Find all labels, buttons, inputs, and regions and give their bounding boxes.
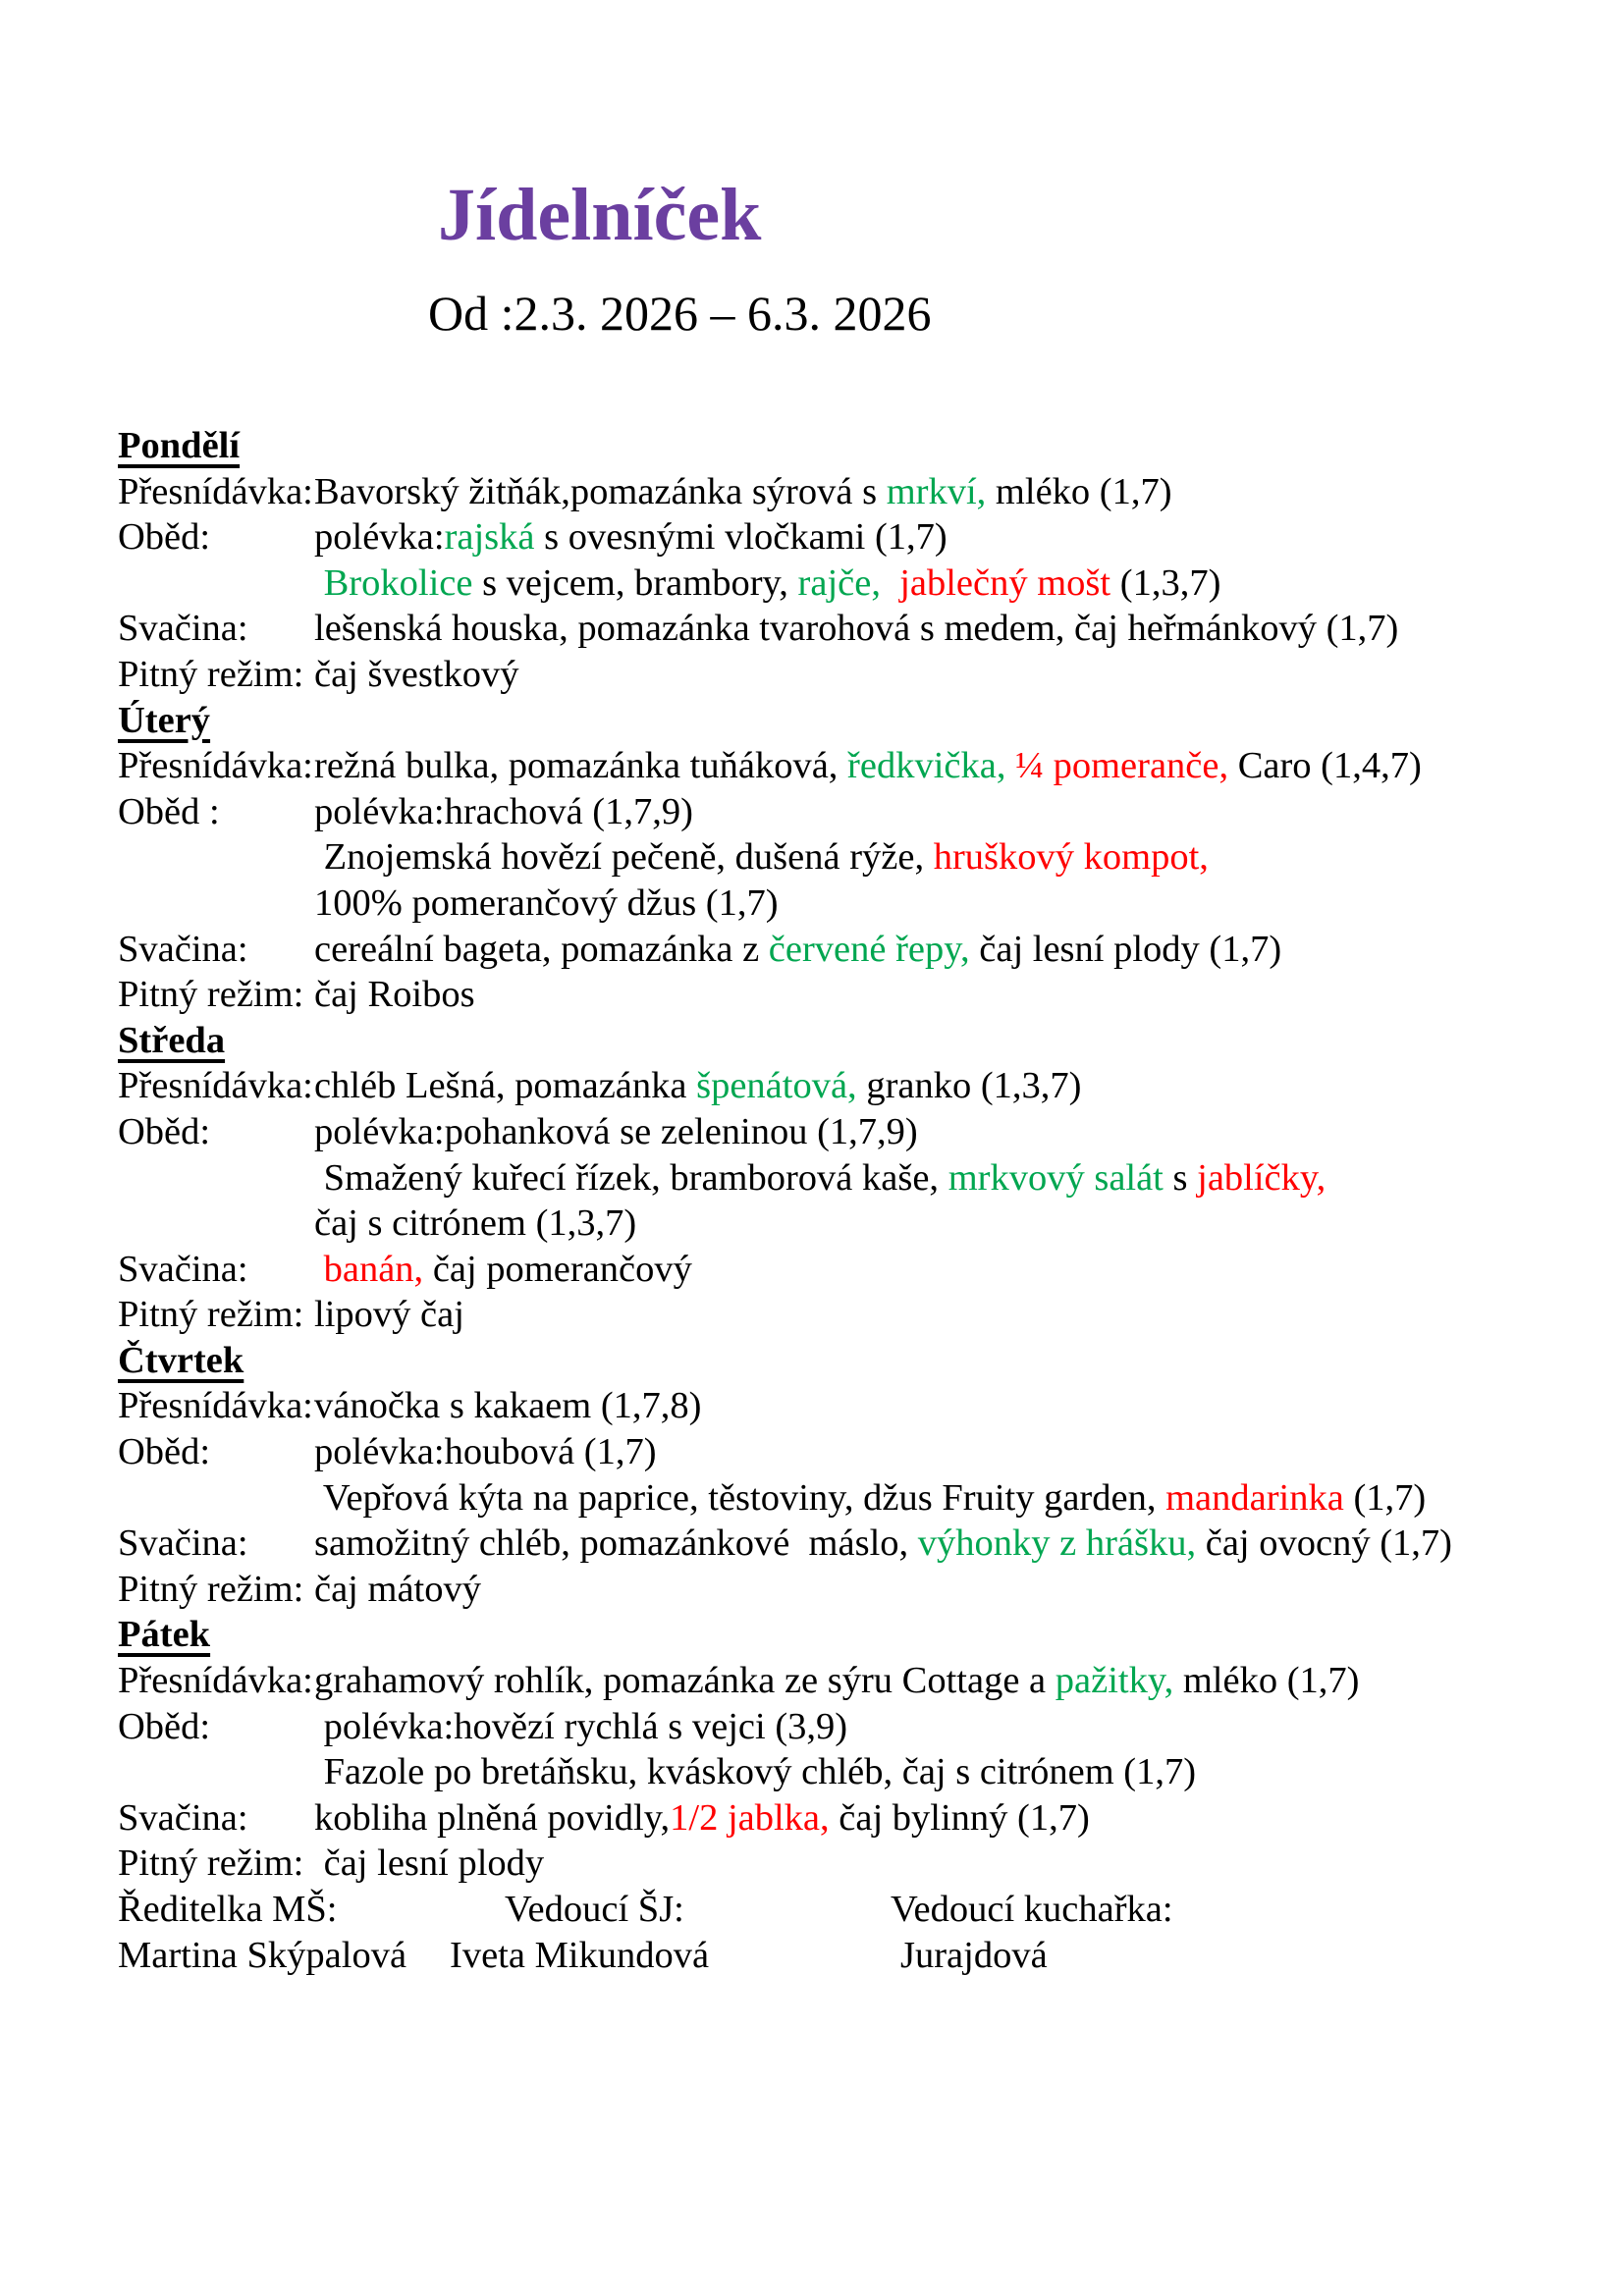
text-segment: pažitky, — [1055, 1660, 1174, 1702]
menu-line — [118, 1567, 1551, 1613]
menu-line — [118, 1521, 1551, 1567]
day-heading: Úterý — [118, 699, 211, 741]
text-segment: (1,3,7) — [1110, 561, 1221, 604]
meal-label: Pitný režim: — [118, 1842, 304, 1885]
text-segment: granko (1,3,7) — [856, 1065, 1082, 1107]
text-segment: hruškový kompot, — [933, 836, 1209, 879]
text-segment: čaj lesní plody — [314, 1842, 545, 1885]
menu-content — [118, 423, 1551, 1978]
meal-label: Oběd: — [118, 1705, 211, 1747]
text-segment: Vepřová kýta na paprice, těstoviny, džus Fruity garden, — [314, 1476, 1166, 1519]
menu-line — [118, 881, 1551, 927]
text-segment: vánočka s kakaem (1,7,8) — [314, 1385, 702, 1427]
menu-line — [118, 1201, 1551, 1247]
text-segment: rajská — [444, 516, 535, 559]
meal-label: Pitný režim: — [118, 653, 304, 695]
menu-line — [118, 834, 1551, 881]
text-segment: polévka:pohanková se zeleninou (1,7,9) — [314, 1110, 918, 1152]
meal-label: Přesnídávka: — [118, 470, 313, 512]
text-segment: rajče, — [797, 561, 881, 604]
day-heading: Pátek — [118, 1614, 211, 1656]
text-segment: chléb Lešná, pomazánka — [314, 1065, 697, 1107]
text-segment: s ovesnými vločkami (1,7) — [534, 516, 947, 559]
meal-label: Svačina: — [118, 1522, 248, 1565]
role-canteen-manager: Vedoucí ŠJ: — [505, 1889, 684, 1930]
text-segment: čaj pomerančový — [423, 1248, 692, 1290]
text-segment — [314, 1249, 324, 1290]
text-segment: mléko (1,7) — [986, 470, 1172, 512]
menu-line — [118, 1841, 1551, 1887]
text-segment: Znojemská hovězí pečeně, dušená rýže, — [314, 836, 934, 879]
page-title: Jídelníček — [438, 174, 762, 256]
meal-label: Svačina: — [118, 608, 248, 650]
text-segment: s — [1163, 1156, 1198, 1199]
menu-line — [118, 652, 1551, 698]
meal-label: Pitný režim: — [118, 1294, 304, 1336]
menu-line — [118, 1749, 1551, 1795]
text-segment: ředkvička, — [847, 745, 1006, 787]
text-segment: režná bulka, pomazánka tuňáková, — [314, 745, 848, 787]
menu-line — [118, 1155, 1551, 1201]
menu-line — [118, 606, 1551, 652]
menu-line — [118, 743, 1551, 789]
menu-line — [118, 1383, 1551, 1429]
day-heading: Pondělí — [118, 425, 241, 466]
text-segment: špenátová, — [696, 1065, 857, 1107]
menu-line — [118, 1063, 1551, 1109]
menu-line — [118, 1475, 1551, 1522]
day-heading: Čtvrtek — [118, 1339, 244, 1381]
text-segment: mandarinka — [1165, 1476, 1344, 1519]
menu-line — [118, 1658, 1551, 1704]
text-segment: polévka: — [314, 516, 445, 559]
name-director: Martina Skýpalová — [118, 1934, 407, 1976]
text-segment: čaj mátový — [314, 1568, 481, 1610]
text-segment: (1,7) — [1343, 1476, 1427, 1519]
signature-names-row — [118, 1933, 1551, 1979]
text-segment: čaj bylinný (1,7) — [829, 1796, 1090, 1839]
meal-label: Pitný režim: — [118, 1568, 304, 1610]
text-segment: Caro (1,4,7) — [1228, 745, 1422, 787]
text-segment: mléko (1,7) — [1173, 1660, 1360, 1702]
text-segment: kobliha plněná povidly, — [314, 1796, 671, 1839]
text-segment: samožitný chléb, pomazánkové máslo, — [314, 1522, 918, 1565]
meal-label: Přesnídávka: — [118, 745, 313, 787]
date-range: Od :2.3. 2026 – 6.3. 2026 — [428, 286, 932, 341]
text-segment: Smažený kuřecí řízek, bramborová kaše, — [314, 1156, 948, 1199]
meal-label: Svačina: — [118, 928, 248, 970]
text-segment: Brokolice — [323, 561, 473, 604]
menu-line — [118, 514, 1551, 561]
text-segment: polévka:hrachová (1,7,9) — [314, 790, 693, 832]
menu-line — [118, 972, 1551, 1018]
name-head-cook: Jurajdová — [900, 1934, 1048, 1976]
text-segment: mrkvový salát — [947, 1156, 1164, 1199]
meal-label: Přesnídávka: — [118, 1660, 313, 1702]
menu-line — [118, 1795, 1551, 1842]
text-segment: 100% pomerančový džus (1,7) — [314, 881, 779, 924]
role-director: Ředitelka MŠ: — [118, 1889, 338, 1930]
text-segment: mrkví, — [886, 470, 987, 512]
meal-label: Oběd: — [118, 1431, 211, 1473]
day-heading: Středa — [118, 1019, 226, 1061]
text-segment: s vejcem, brambory, — [472, 561, 798, 604]
meal-label: Svačina: — [118, 1248, 248, 1290]
text-segment: cereální bageta, pomazánka z — [314, 928, 769, 970]
menu-line — [118, 1429, 1551, 1475]
menu-line — [118, 1292, 1551, 1338]
meal-label: Oběd : — [118, 790, 220, 832]
text-segment: čaj ovocný (1,7) — [1196, 1522, 1452, 1565]
text-segment: čaj s citrónem (1,3,7) — [314, 1202, 637, 1245]
text-segment: čaj švestkový — [314, 653, 519, 695]
text-segment: polévka:houbová (1,7) — [314, 1431, 657, 1473]
signature-roles-row — [118, 1887, 1551, 1933]
meal-label: Přesnídávka: — [118, 1385, 313, 1427]
meal-label: Oběd: — [118, 516, 211, 559]
text-segment: jablíčky, — [1197, 1156, 1326, 1199]
menu-days — [118, 423, 1551, 1887]
text-segment: polévka:hovězí rychlá s vejci (3,9) — [314, 1705, 848, 1747]
menu-line — [118, 927, 1551, 973]
meal-label: Přesnídávka: — [118, 1065, 313, 1107]
meal-label: Svačina: — [118, 1796, 248, 1839]
meal-label: Pitný režim: — [118, 974, 304, 1016]
menu-line — [118, 1704, 1551, 1750]
text-segment — [881, 562, 899, 604]
text-segment: lipový čaj — [314, 1294, 464, 1336]
text-segment: Fazole po bretáňsku, kváskový chléb, čaj s citrónem (1,7) — [314, 1751, 1197, 1793]
text-segment — [1005, 745, 1015, 786]
menu-line — [118, 789, 1551, 835]
text-segment: grahamový rohlík, pomazánka ze sýru Cottage a — [314, 1660, 1056, 1702]
role-head-cook: Vedoucí kuchařka: — [891, 1889, 1173, 1930]
meal-label: Oběd: — [118, 1110, 211, 1152]
menu-line — [118, 1247, 1551, 1293]
text-segment: banán, — [323, 1248, 424, 1290]
text-segment: čaj lesní plody (1,7) — [969, 928, 1282, 970]
text-segment — [314, 562, 324, 604]
text-segment: ¼ pomeranče, — [1015, 745, 1229, 787]
text-segment: Bavorský žitňák,pomazánka sýrová s — [314, 470, 887, 512]
menu-line — [118, 561, 1551, 607]
menu-line — [118, 469, 1551, 515]
text-segment: 1/2 jablka, — [670, 1796, 830, 1839]
text-segment: lešenská houska, pomazánka tvarohová s medem, čaj heřmánkový (1,7) — [314, 608, 1399, 650]
text-segment: jablečný mošt — [899, 561, 1111, 604]
text-segment: červené řepy, — [768, 928, 970, 970]
name-canteen-manager: Iveta Mikundová — [450, 1934, 710, 1976]
menu-line — [118, 1109, 1551, 1155]
text-segment: čaj Roibos — [314, 974, 475, 1016]
text-segment: výhonky z hrášku, — [917, 1522, 1197, 1565]
